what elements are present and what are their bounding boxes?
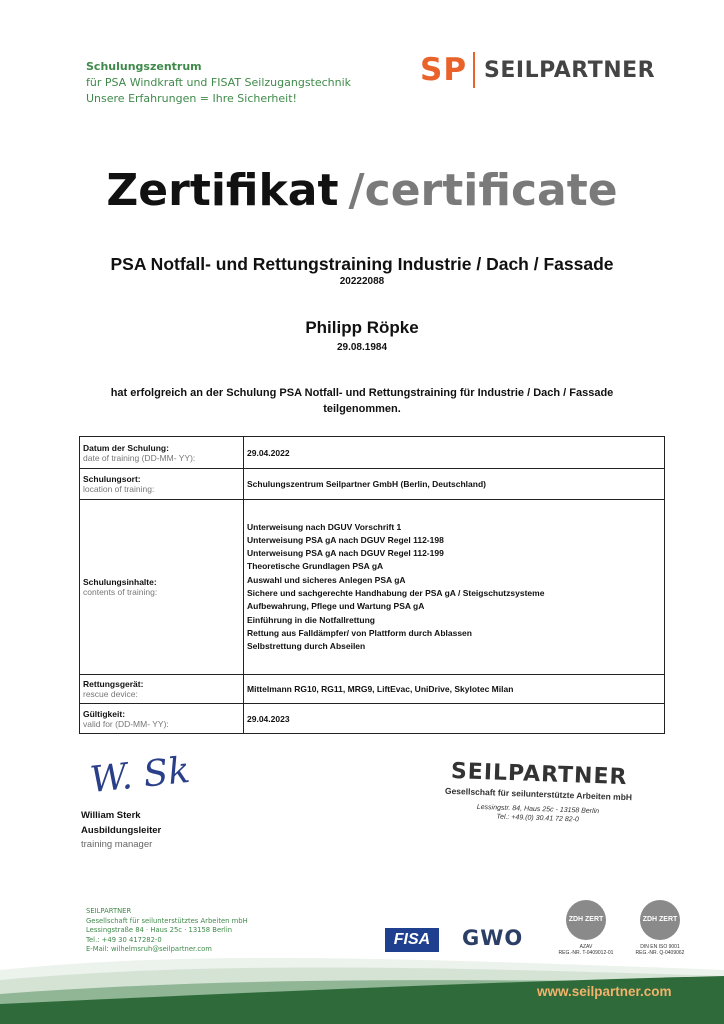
value-contents xyxy=(244,500,665,675)
course-name: PSA Notfall- und Rettungstraining Industrie / Dach / Fassade xyxy=(110,254,614,274)
cert-azav-line1: AZAV xyxy=(579,944,593,950)
header-school-name: Schulungszentrum xyxy=(86,60,202,73)
logo-mark: SP xyxy=(420,52,468,88)
training-info-table xyxy=(79,436,665,734)
value-date: 29.04.2022 xyxy=(244,437,665,469)
title-en: /certificate xyxy=(348,165,618,216)
logo-divider xyxy=(473,52,475,88)
label-device-de: Rettungsgerät: xyxy=(83,679,144,689)
signature-scribble: W. Sk xyxy=(88,749,192,802)
signer-role-de: Ausbildungsleiter xyxy=(81,825,162,836)
statement-line1: hat erfolgreich an der Schulung PSA Notfall- und Rettungstraining für Industrie / Dach / Fassade xyxy=(110,387,614,399)
content-item: Theoretische Grundlagen PSA gA xyxy=(247,561,384,572)
label-place-en: location of training: xyxy=(83,484,155,494)
footer-line1: Gesellschaft für seilunterstütztes Arbeiten mbH xyxy=(86,916,248,925)
content-item: Rettung aus Falldämpfer/ von Plattform durch Ablassen xyxy=(247,627,472,638)
logo-name: SEILPARTNER xyxy=(484,57,656,83)
label-validity-de: Gültigkeit: xyxy=(83,708,126,719)
header-subtitle: für PSA Windkraft und FISAT Seilzugangstechnik xyxy=(86,76,352,89)
page-title xyxy=(0,165,724,216)
seilpartner-logo xyxy=(420,52,655,88)
row-contents xyxy=(80,500,665,675)
fisa-logo: FISA xyxy=(385,928,439,952)
course-number: 20222088 xyxy=(339,276,385,287)
content-item: Selbstrettung durch Abseilen xyxy=(247,641,366,652)
stamp-address: Lessingstr. 84, Haus 25c - 13158 Berlin xyxy=(476,803,600,816)
value-place: Schulungszentrum Seilpartner GmbH (Berlin, Deutschland) xyxy=(244,469,665,500)
value-device: Mittelmann RG10, RG11, MRG9, LiftEvac, UniDrive, Skylotec Milan xyxy=(244,675,665,704)
header-slogan: Unsere Erfahrungen = Ihre Sicherheit! xyxy=(86,92,297,105)
content-item: Unterweisung PSA gA nach DGUV Regel 112-198 xyxy=(247,534,444,545)
stamp-subtitle: Gesellschaft für seilunterstützte Arbeiten mbH xyxy=(444,785,633,803)
participant-name: Philipp Röpke xyxy=(305,318,419,337)
label-place-de: Schulungsort: xyxy=(83,474,141,484)
participant-birthdate: 29.08.1984 xyxy=(336,342,388,353)
content-item: Unterweisung PSA gA nach DGUV Regel 112-199 xyxy=(247,548,444,559)
footer-company: SEILPARTNER xyxy=(86,907,132,915)
footer-website: www.seilpartner.com xyxy=(537,984,672,999)
cert-iso-line2: REG.-NR. Q-0409062 xyxy=(635,950,685,956)
cert-azav-line2: REG.-NR. T-0409012-01 xyxy=(558,950,614,956)
content-item: Aufbewahrung, Pflege und Wartung PSA gA xyxy=(247,601,425,612)
label-validity-en: valid for (DD-MM- YY): xyxy=(83,718,169,729)
stamp-name: SEILPARTNER xyxy=(450,758,628,791)
content-item: Unterweisung nach DGUV Vorschrift 1 xyxy=(247,521,402,532)
label-date-de: Datum der Schulung: xyxy=(83,442,169,453)
content-item: Auswahl und sicheres Anlegen PSA gA xyxy=(247,574,406,585)
label-contents-de: Schulungsinhalte: xyxy=(83,577,157,587)
cert-azav xyxy=(556,900,616,956)
row-validity xyxy=(80,704,665,734)
signer-role-en: training manager xyxy=(81,839,153,850)
label-device-en: rescue device: xyxy=(83,689,138,699)
content-item: Einführung in die Notfallrettung xyxy=(247,614,375,625)
value-validity: 29.04.2023 xyxy=(244,704,665,734)
zdh-zert-badge-icon: ZDH ZERT xyxy=(566,900,606,940)
title-de: Zertifikat xyxy=(106,165,339,216)
gwo-logo: GWO xyxy=(462,926,524,950)
footer-line2: Lessingstraße 84 · Haus 25c · 13158 Berlin xyxy=(86,926,233,935)
cert-iso-line1: DIN EN ISO 9001 xyxy=(640,944,680,950)
footer-line3: Tel.: +49 30 417282-0 xyxy=(86,935,162,944)
label-date-en: date of training (DD-MM- YY): xyxy=(83,452,196,463)
row-place xyxy=(80,469,665,500)
cert-iso xyxy=(630,900,690,956)
signer-name: William Sterk xyxy=(81,810,141,821)
zdh-zert-badge-icon: ZDH ZERT xyxy=(640,900,680,940)
stamp-phone: Tel.: +49.(0) 30.41 72 82-0 xyxy=(496,813,579,824)
label-contents-en: contents of training: xyxy=(83,587,158,597)
statement-line2: teilgenommen. xyxy=(323,403,401,415)
footer-line4: E-Mail: wilhelmsruh@seilpartner.com xyxy=(86,945,212,954)
content-item: Sichere und sachgerechte Handhabung der PSA gA / Steigschutzsysteme xyxy=(247,588,545,598)
company-stamp xyxy=(428,758,647,857)
row-device xyxy=(80,675,665,704)
row-date xyxy=(80,437,665,469)
